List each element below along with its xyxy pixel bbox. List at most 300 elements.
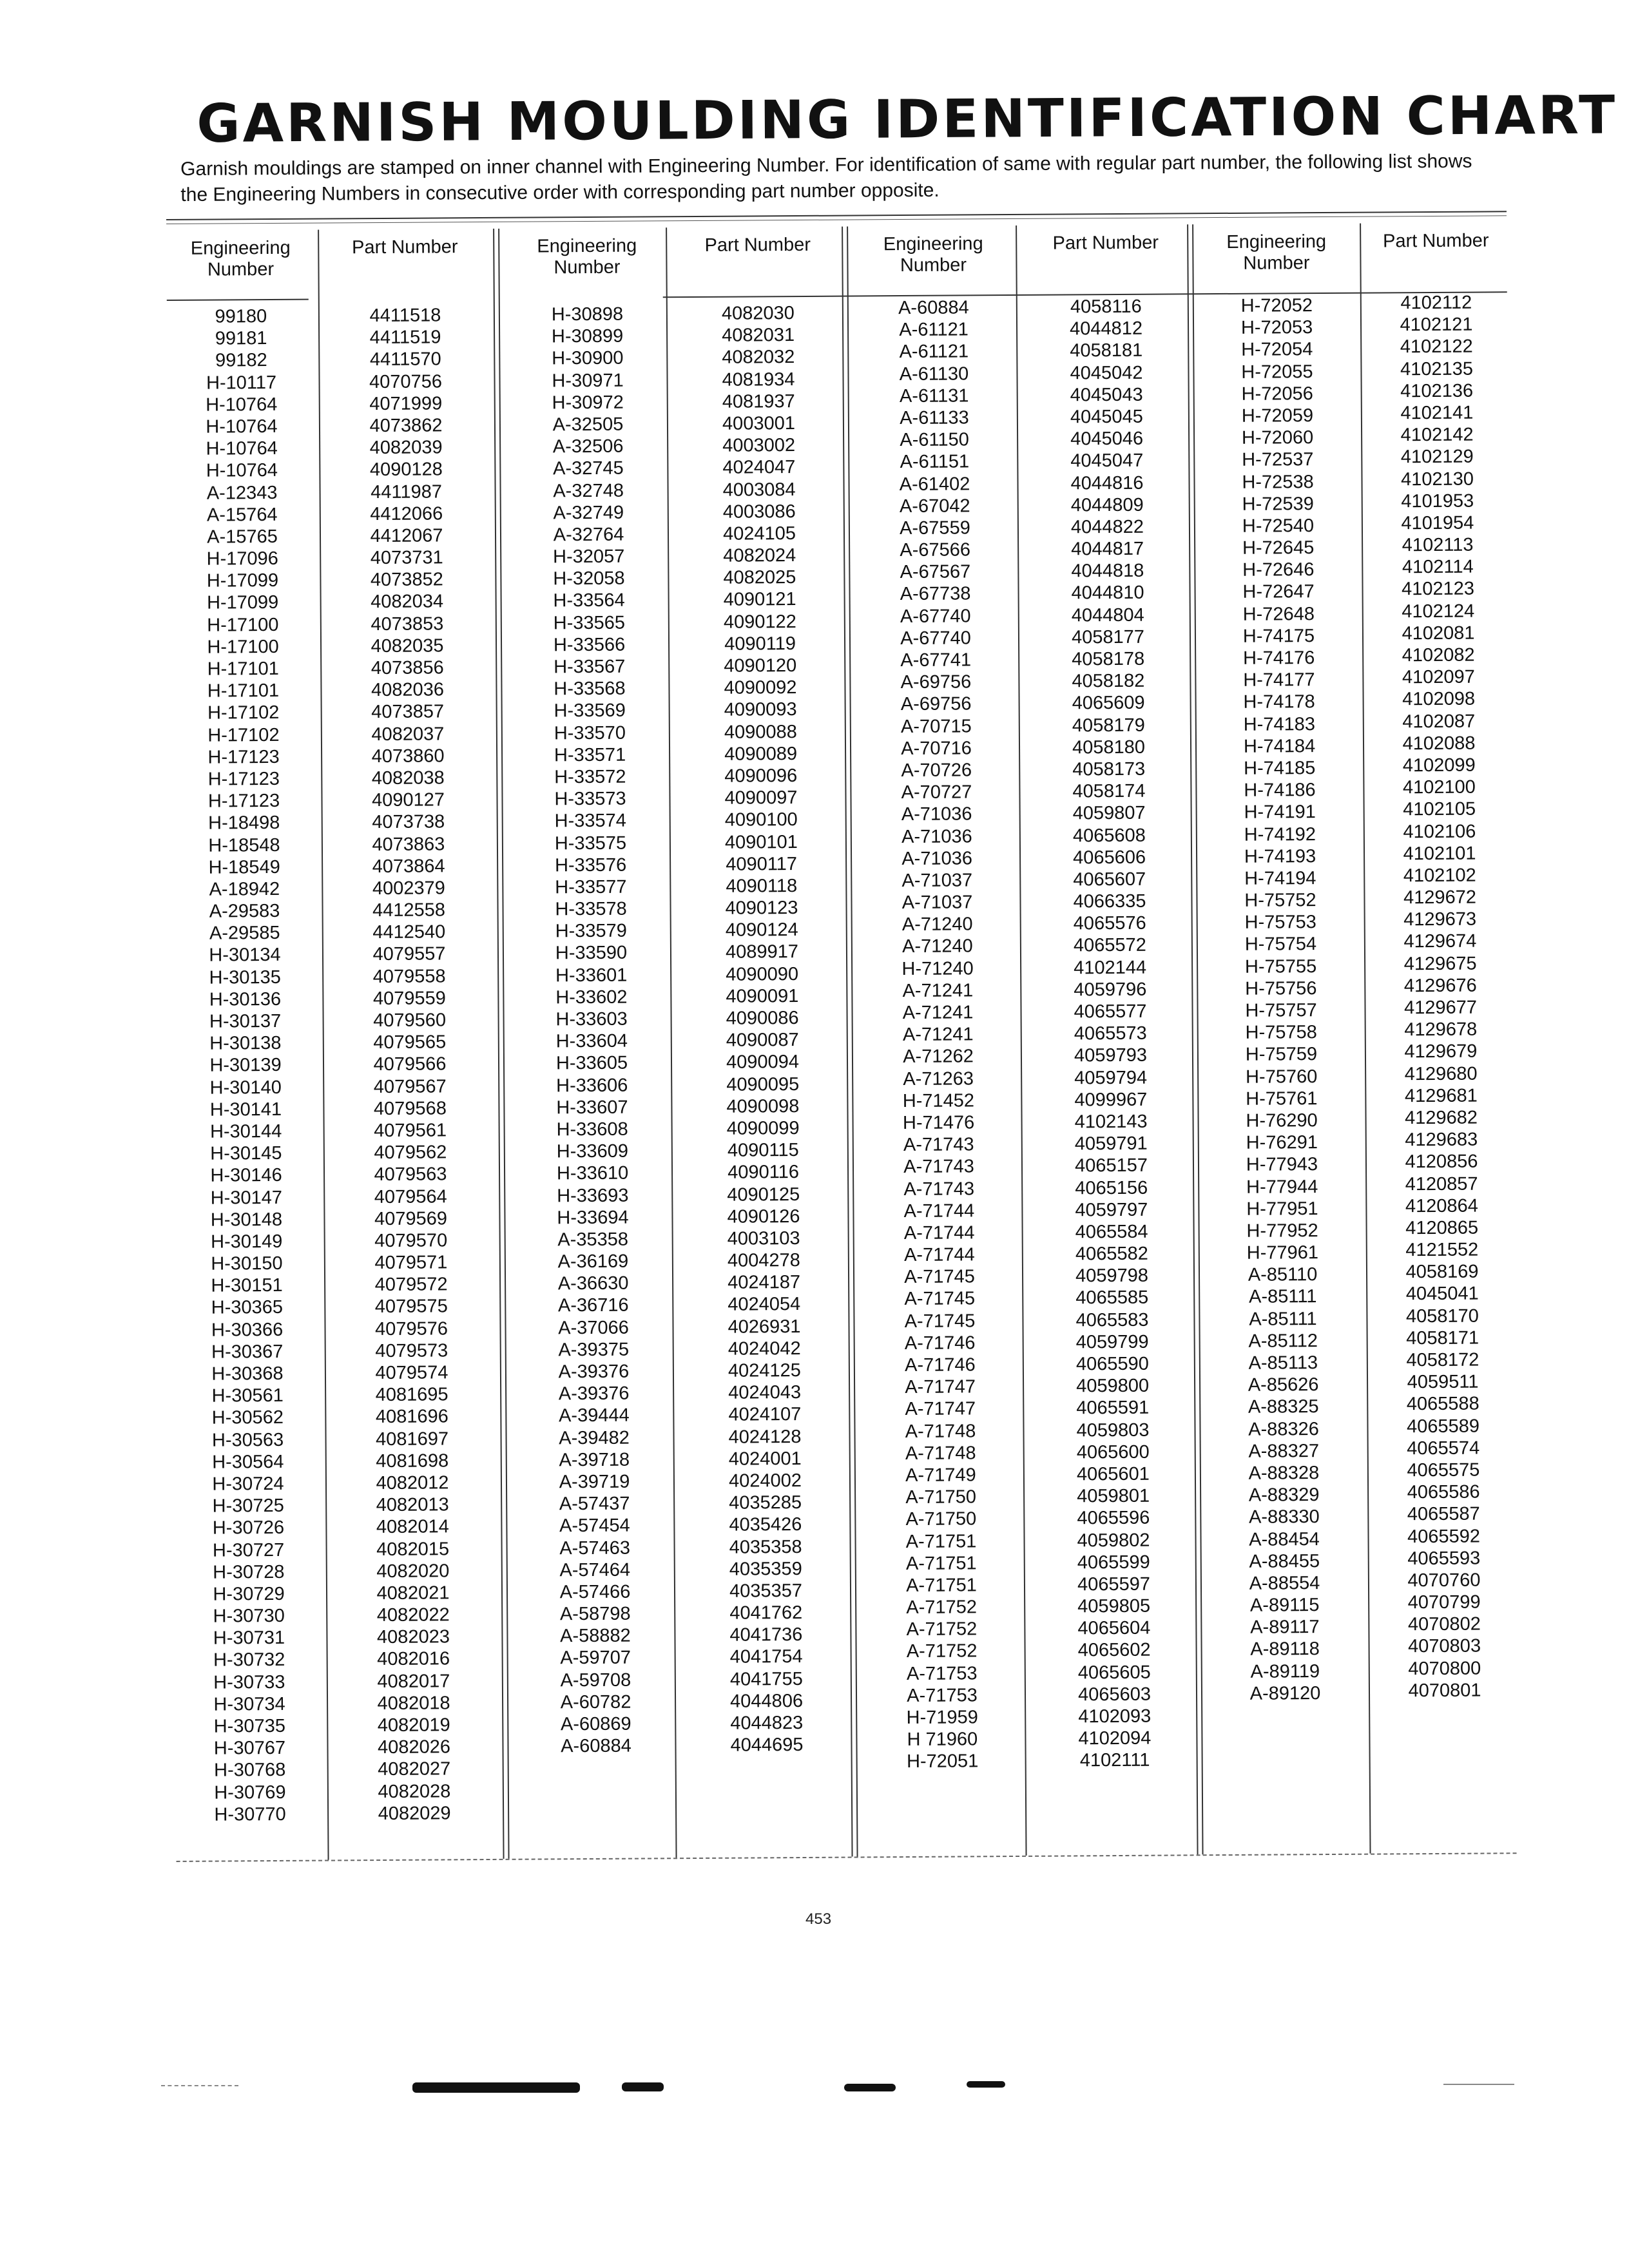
engineering-number-cell: A-88454 — [1249, 1528, 1320, 1550]
part-number-cell: 4102082 — [1402, 644, 1475, 666]
part-number-cell: 4079576 — [374, 1318, 448, 1340]
part-number-cell: 4073862 — [369, 415, 443, 437]
engineering-number-cell: H-30732 — [213, 1649, 285, 1671]
part-number-cell: 4024047 — [722, 457, 796, 479]
engineering-number-cell: H-30148 — [210, 1209, 283, 1231]
part-number-cell: 4065597 — [1077, 1573, 1151, 1595]
part-number-cell: 4059794 — [1074, 1067, 1148, 1088]
part-number-cell: 4073857 — [371, 701, 445, 723]
part-number-cell: 4081697 — [376, 1428, 449, 1450]
part-number-cell: 4129678 — [1404, 1019, 1478, 1041]
engineering-number-cell: A-36716 — [557, 1295, 629, 1316]
part-number-cell: 4065156 — [1075, 1177, 1148, 1198]
part-number-cell: 4058174 — [1072, 780, 1146, 802]
engineering-number-cell: H-30147 — [210, 1187, 283, 1209]
part-number-cell: 4082017 — [377, 1670, 450, 1692]
engineering-number-cell: H-72059 — [1241, 405, 1314, 427]
part-number-cell: 4412066 — [370, 503, 443, 524]
part-number-cell: 4079569 — [374, 1208, 448, 1229]
part-number-cell: 4101953 — [1401, 490, 1474, 512]
engineering-number-cell: A-32764 — [553, 524, 624, 546]
scan-smudge — [844, 2084, 896, 2091]
engineering-number-cell: A-15765 — [207, 526, 278, 548]
part-number-cell: 4024042 — [728, 1338, 801, 1360]
engineering-number-cell: H-10764 — [206, 438, 278, 459]
engineering-number-cell: A-36630 — [557, 1273, 629, 1294]
part-number-cell: 4082028 — [378, 1780, 451, 1802]
part-number-cell: 4102087 — [1402, 711, 1476, 732]
engineering-number-cell: H-30898 — [551, 303, 624, 325]
engineering-number-cell: A-71262 — [903, 1046, 974, 1068]
intro-text: Garnish mouldings are stamped on inner channel with Engineering Number. For identification of same with regular part number, the following list shows the Engineering Numbers in consecutive order with corresponding part number opposite. — [180, 150, 1472, 206]
engineering-number-cell: A-39376 — [558, 1361, 630, 1383]
part-number-cell: 4090092 — [724, 677, 797, 698]
engineering-number-cell: A-85626 — [1248, 1374, 1319, 1396]
part-number-cell: 4059801 — [1077, 1485, 1150, 1507]
part-number-cell: 4059807 — [1072, 803, 1146, 824]
part-number-cell: 4120856 — [1405, 1151, 1478, 1173]
engineering-number-cell: H-75758 — [1245, 1022, 1317, 1043]
part-number-cell: 4102136 — [1400, 380, 1474, 402]
part-number-cell: 4102099 — [1402, 754, 1476, 776]
engineering-number-cell: 99182 — [215, 350, 267, 371]
engineering-number-cell: A-71744 — [903, 1244, 975, 1266]
engineering-number-cell: H-17101 — [207, 680, 280, 702]
engineering-number-cell: A-60782 — [560, 1691, 631, 1713]
engineering-number-cell: A-71744 — [903, 1222, 975, 1244]
part-number-cell: 4065574 — [1407, 1437, 1480, 1459]
engineering-number-cell: A-88328 — [1248, 1463, 1320, 1484]
engineering-number-cell: H-33567 — [554, 656, 626, 678]
part-number-cell: 4035359 — [729, 1558, 802, 1580]
part-number-cell: 4082031 — [722, 325, 795, 346]
engineering-number-cell: A-32748 — [553, 480, 624, 501]
engineering-number-cell: H-17100 — [207, 614, 279, 636]
part-number-cell: 4058170 — [1405, 1305, 1479, 1327]
engineering-number-cell: H-33694 — [557, 1207, 629, 1229]
engineering-number-cell: H-75755 — [1244, 956, 1317, 977]
engineering-number-cell: A-71750 — [905, 1508, 977, 1530]
part-number-cell: 4044817 — [1071, 538, 1144, 560]
engineering-number-cell: A-88327 — [1248, 1440, 1320, 1462]
part-number-cell: 4079567 — [373, 1075, 447, 1097]
part-number-cell: 4102135 — [1400, 358, 1474, 380]
engineering-number-cell: H-18548 — [208, 834, 280, 856]
engineering-number-cell: A-71241 — [902, 1002, 974, 1024]
part-number-cell: 4045042 — [1070, 362, 1143, 383]
part-number-cell: 4065582 — [1075, 1243, 1148, 1265]
part-number-cell: 4058172 — [1406, 1349, 1480, 1371]
engineering-number-cell: H-30135 — [209, 966, 281, 988]
engineering-number-cell: H-72055 — [1241, 361, 1313, 383]
part-number-cell: 4045046 — [1070, 428, 1144, 450]
part-number-cell: 4090100 — [724, 809, 798, 831]
part-number-cell: 4065609 — [1072, 693, 1145, 714]
engineering-number-cell: H-30726 — [212, 1517, 285, 1539]
engineering-number-cell: A-67042 — [899, 495, 970, 517]
engineering-number-cell: H-72540 — [1242, 515, 1315, 537]
identification-table — [166, 211, 1517, 1869]
engineering-number-cell: A-71037 — [901, 870, 973, 891]
part-number-cell: 4058177 — [1071, 626, 1145, 648]
scan-smudge — [622, 2082, 664, 2091]
part-number-cell: 4082013 — [376, 1494, 449, 1516]
engineering-number-cell: H-71476 — [902, 1112, 975, 1133]
engineering-number-cell: H-10764 — [206, 460, 278, 481]
engineering-number-cell: A-58882 — [560, 1625, 631, 1647]
part-number-cell: 4099967 — [1074, 1089, 1148, 1111]
part-number-cell: 4065599 — [1077, 1552, 1150, 1573]
engineering-number-cell: A-39718 — [559, 1449, 630, 1471]
engineering-number-cell: A-88325 — [1248, 1396, 1319, 1418]
engineering-number-cell: H-75753 — [1244, 912, 1316, 934]
engineering-number-cell: H-17102 — [207, 702, 280, 724]
engineering-number-cell: A-67740 — [900, 606, 971, 627]
engineering-number-cell: A-32505 — [552, 414, 624, 436]
part-number-cell: 4035285 — [729, 1492, 802, 1514]
part-number-cell: 4044810 — [1071, 582, 1144, 604]
engineering-number-cell: H-72054 — [1241, 339, 1313, 361]
engineering-number-cell: A-32745 — [552, 457, 624, 479]
engineering-number-cell: H-17123 — [207, 746, 280, 768]
engineering-number-cell: H-74175 — [1242, 625, 1315, 647]
part-number-cell: 4120864 — [1405, 1195, 1478, 1216]
engineering-number-cell: H-33604 — [555, 1030, 628, 1052]
engineering-number-cell: H-74193 — [1244, 845, 1316, 867]
part-number-cell: 4079559 — [372, 988, 446, 1009]
engineering-number-cell: H-17123 — [207, 768, 280, 790]
engineering-number-cell: A-71036 — [901, 803, 972, 825]
part-number-cell: 4090128 — [369, 459, 443, 481]
part-number-cell: 4102081 — [1402, 622, 1475, 644]
part-number-cell: 4058180 — [1072, 736, 1146, 758]
engineering-number-cell: A-89118 — [1250, 1639, 1320, 1660]
part-number-cell: 4090093 — [724, 699, 797, 721]
engineering-number-cell: A-57466 — [559, 1581, 631, 1603]
part-number-cell: 4070803 — [1408, 1636, 1481, 1657]
engineering-number-cell: A-71743 — [903, 1134, 974, 1156]
engineering-number-cell: H-74186 — [1244, 780, 1316, 801]
engineering-number-cell: A-39376 — [558, 1383, 630, 1405]
part-number-cell: 4045045 — [1070, 406, 1143, 428]
part-number-cell: 4102111 — [1079, 1750, 1150, 1771]
engineering-number-cell: H-77952 — [1246, 1220, 1318, 1242]
engineering-number-cell: H-30134 — [209, 945, 281, 966]
engineering-number-cell: A-59708 — [560, 1669, 631, 1691]
engineering-number-cell: A-37066 — [558, 1317, 629, 1338]
part-number-cell: 4059791 — [1074, 1133, 1148, 1155]
engineering-number-cell: H-33603 — [555, 1008, 628, 1030]
part-number-cell: 4003002 — [722, 435, 796, 456]
engineering-number-cell: H-75761 — [1246, 1088, 1318, 1110]
part-number-cell: 4102113 — [1402, 534, 1474, 556]
part-number-cell: 4082032 — [722, 347, 795, 369]
part-number-cell: 4129682 — [1405, 1107, 1478, 1129]
engineering-number-cell: H-30561 — [211, 1385, 284, 1407]
part-number-cell: 4102112 — [1400, 292, 1472, 314]
engineering-number-cell: H-33601 — [555, 965, 628, 986]
part-number-cell: 4120857 — [1405, 1173, 1478, 1195]
engineering-number-cell: A-67566 — [900, 539, 971, 561]
engineering-number-cell: A-61402 — [899, 473, 970, 495]
part-number-cell: 4065577 — [1074, 1001, 1147, 1023]
engineering-number-cell: H-32058 — [553, 568, 625, 590]
engineering-number-cell: H-33568 — [554, 678, 626, 700]
engineering-number-cell: A-69756 — [900, 693, 972, 715]
part-number-cell: 4073864 — [372, 856, 445, 877]
part-number-cell: 4065575 — [1407, 1459, 1480, 1481]
part-number-cell: 4102102 — [1403, 865, 1476, 887]
engineering-number-cell: A-32506 — [552, 436, 624, 457]
part-number-cell: 4082019 — [377, 1715, 450, 1736]
part-number-cell: 4065586 — [1407, 1481, 1480, 1503]
part-number-cell: 4041762 — [729, 1602, 803, 1624]
part-number-cell: 4073852 — [370, 569, 443, 591]
engineering-number-cell: A-71747 — [905, 1376, 976, 1398]
engineering-number-cell: H-33609 — [556, 1140, 629, 1162]
part-number-cell: 4059800 — [1076, 1375, 1150, 1397]
header-part-4: Part Number — [1382, 230, 1489, 252]
part-number-cell: 4024001 — [728, 1448, 802, 1470]
part-number-cell: 4082039 — [369, 437, 443, 459]
engineering-number-cell: A-71037 — [901, 892, 973, 914]
part-number-cell: 4082012 — [376, 1472, 449, 1494]
engineering-number-cell: A-67741 — [900, 649, 972, 671]
engineering-number-cell: A-67567 — [900, 561, 971, 583]
engineering-number-cell: H-76291 — [1246, 1132, 1318, 1153]
engineering-number-cell: H-75760 — [1245, 1066, 1318, 1088]
part-number-cell: 4129672 — [1403, 887, 1477, 908]
engineering-number-cell: A-69756 — [900, 671, 972, 693]
part-number-cell: 4079573 — [375, 1340, 448, 1361]
header-rule — [167, 299, 309, 301]
part-number-cell: 4058116 — [1070, 296, 1142, 318]
part-number-cell: 4065583 — [1075, 1309, 1149, 1331]
engineering-number-cell: H-33607 — [556, 1097, 628, 1119]
part-number-cell: 4044816 — [1070, 472, 1144, 494]
part-number-cell: 4129683 — [1405, 1129, 1478, 1151]
part-number-cell: 4102141 — [1400, 402, 1474, 424]
engineering-number-cell: A-71745 — [904, 1310, 976, 1332]
engineering-number-cell: H-30366 — [211, 1319, 284, 1341]
part-number-cell: 4065587 — [1407, 1503, 1480, 1525]
engineering-number-cell: H-74184 — [1243, 735, 1316, 757]
engineering-number-cell: A-85113 — [1248, 1352, 1318, 1374]
engineering-number-cell: H-30150 — [211, 1253, 283, 1274]
part-number-cell: 4044809 — [1070, 494, 1144, 516]
engineering-number-cell: H-17099 — [206, 570, 279, 591]
header-part-3: Part Number — [1052, 232, 1159, 254]
engineering-number-cell: H-17123 — [207, 791, 280, 812]
part-number-cell: 4082021 — [376, 1582, 450, 1604]
part-number-cell: 4082026 — [377, 1736, 451, 1758]
part-number-cell: 4065592 — [1407, 1526, 1481, 1547]
engineering-number-cell: H-30138 — [209, 1033, 282, 1054]
part-number-cell: 4081698 — [376, 1450, 449, 1472]
engineering-number-cell: H-30140 — [209, 1077, 282, 1099]
engineering-number-cell: A-61133 — [900, 407, 969, 428]
engineering-number-cell: H-72645 — [1242, 537, 1315, 559]
engineering-number-cell: H-30144 — [209, 1120, 282, 1142]
part-number-cell: 4059511 — [1407, 1371, 1479, 1393]
engineering-number-cell: H-72052 — [1240, 295, 1313, 316]
engineering-number-cell: H-72051 — [906, 1751, 979, 1773]
part-number-cell: 4411519 — [369, 327, 441, 349]
engineering-number-cell: H-30149 — [210, 1231, 283, 1253]
part-number-cell: 4065585 — [1075, 1287, 1149, 1309]
part-number-cell: 4102093 — [1078, 1706, 1152, 1727]
part-number-cell: 4411987 — [371, 481, 443, 503]
engineering-number-cell: H-30731 — [213, 1628, 285, 1649]
engineering-number-cell: A-67740 — [900, 628, 971, 649]
engineering-number-cell: A-71036 — [901, 848, 973, 869]
engineering-number-cell: H-75757 — [1245, 1000, 1317, 1021]
part-number-cell: 4079566 — [373, 1053, 447, 1075]
engineering-number-cell: H-77961 — [1246, 1242, 1319, 1264]
engineering-number-cell: H-18498 — [208, 812, 280, 834]
engineering-number-cell: A-70727 — [901, 782, 972, 803]
engineering-number-cell: A-71241 — [902, 1024, 974, 1046]
part-number-cell: 4003001 — [722, 412, 796, 434]
engineering-number-cell: H-33573 — [554, 788, 626, 810]
engineering-number-cell: H-30733 — [213, 1671, 285, 1693]
engineering-number-cell: H-71240 — [901, 957, 974, 979]
engineering-number-cell: H-30146 — [210, 1165, 282, 1186]
part-number-cell: 4090119 — [724, 633, 796, 655]
part-number-cell: 4065590 — [1075, 1353, 1149, 1375]
part-number-cell: 4082034 — [371, 591, 444, 613]
engineering-number-cell: H-30562 — [211, 1407, 284, 1428]
part-number-cell: 4079557 — [372, 943, 446, 965]
engineering-number-cell: A-67738 — [900, 583, 971, 605]
engineering-number-cell: H-33579 — [555, 920, 627, 942]
engineering-number-cell: A-71752 — [906, 1597, 978, 1619]
engineering-number-cell: A-29583 — [209, 901, 280, 922]
part-number-cell: 4090117 — [726, 853, 798, 875]
engineering-number-cell: A-61121 — [899, 319, 969, 341]
part-number-cell: 4090091 — [726, 985, 799, 1007]
engineering-number-cell: A-71751 — [906, 1575, 977, 1596]
engineering-column-3 — [850, 296, 1027, 1850]
engineering-number-cell: A-71743 — [903, 1178, 975, 1200]
part-number-cell: 4102101 — [1403, 843, 1476, 864]
part-number-cell: 4044812 — [1070, 318, 1143, 340]
part-number-cell: 4058169 — [1405, 1261, 1479, 1283]
part-number-cell: 4129680 — [1404, 1063, 1478, 1084]
part-number-cell: 4090123 — [725, 898, 798, 919]
engineering-number-cell: A-71746 — [904, 1332, 976, 1354]
page-number: 453 — [805, 1910, 832, 1928]
engineering-number-cell: H-30767 — [213, 1738, 286, 1759]
part-number-cell: 4079562 — [374, 1142, 447, 1164]
part-number-cell: 4035358 — [729, 1536, 802, 1558]
part-number-cell: 4065576 — [1073, 912, 1146, 934]
engineering-number-cell: H-30136 — [209, 988, 282, 1010]
part-number-cell: 4082036 — [371, 679, 445, 701]
engineering-number-cell: A-67559 — [900, 517, 970, 539]
part-number-cell: 4120865 — [1405, 1217, 1479, 1239]
part-number-cell: 4044806 — [730, 1690, 804, 1712]
part-number-cell: 4102144 — [1074, 957, 1147, 979]
part-number-cell: 4129679 — [1404, 1041, 1478, 1062]
engineering-number-cell: H-30367 — [211, 1341, 284, 1363]
engineering-number-cell: H-33590 — [555, 943, 628, 964]
engineering-number-cell: H-33693 — [557, 1185, 629, 1206]
part-number-cell: 4065601 — [1076, 1463, 1150, 1485]
part-number-cell: 4079571 — [374, 1252, 448, 1274]
engineering-number-cell: A-71752 — [906, 1619, 978, 1640]
engineering-number-cell: A-71751 — [905, 1530, 977, 1552]
engineering-number-cell: H-30770 — [214, 1803, 286, 1825]
engineering-number-cell: A-71753 — [906, 1662, 978, 1684]
engineering-number-cell: A-85112 — [1248, 1330, 1318, 1352]
part-number-cell: 4059802 — [1077, 1530, 1150, 1551]
engineering-number-cell: H-30728 — [213, 1561, 285, 1583]
engineering-number-cell: H-30899 — [551, 325, 624, 347]
part-column-1 — [322, 304, 499, 1858]
part-number-cell: 4102097 — [1402, 666, 1475, 688]
engineering-number-cell: H-30727 — [212, 1539, 285, 1561]
part-number-cell: 4065593 — [1407, 1548, 1481, 1569]
engineering-number-cell: H-17101 — [207, 658, 279, 680]
part-number-cell: 4102100 — [1402, 776, 1476, 798]
engineering-number-cell: H-74194 — [1244, 867, 1316, 889]
part-number-cell: 4073731 — [370, 547, 443, 569]
engineering-number-cell: H-30769 — [214, 1782, 286, 1803]
part-number-cell: 4070760 — [1407, 1570, 1481, 1591]
part-number-cell: 4024002 — [728, 1470, 802, 1492]
engineering-number-cell: A-88326 — [1248, 1418, 1319, 1440]
part-number-cell: 4090088 — [724, 721, 797, 743]
engineering-number-cell: A-39444 — [558, 1405, 630, 1427]
part-number-cell: 4058173 — [1072, 758, 1146, 780]
part-number-cell: 4079563 — [374, 1164, 447, 1186]
engineering-number-cell: A-71241 — [902, 980, 974, 1001]
part-number-cell: 4090099 — [726, 1117, 800, 1139]
engineering-number-cell: H-18549 — [208, 856, 280, 878]
engineering-number-cell: A-71751 — [905, 1553, 977, 1574]
engineering-number-cell: H-71452 — [902, 1090, 975, 1111]
engineering-number-cell: H-74177 — [1243, 669, 1315, 691]
engineering-number-cell: A-71744 — [903, 1200, 975, 1222]
part-number-cell: 4024043 — [728, 1382, 802, 1403]
engineering-number-cell: H-72538 — [1242, 471, 1314, 493]
engineering-column-4 — [1195, 294, 1369, 1849]
engineering-number-cell: H-30725 — [212, 1495, 284, 1517]
part-number-cell: 4058182 — [1072, 670, 1145, 692]
part-number-cell: 4035357 — [729, 1580, 803, 1602]
part-number-cell: 4026931 — [728, 1316, 801, 1338]
part-number-cell: 4041736 — [729, 1624, 803, 1646]
part-number-cell: 4024105 — [722, 523, 796, 544]
part-number-cell: 4024128 — [728, 1426, 802, 1448]
engineering-number-cell: A-57464 — [559, 1559, 631, 1581]
part-number-cell: 4082024 — [723, 545, 796, 566]
part-number-cell: 4082037 — [371, 723, 445, 745]
engineering-number-cell: A-71748 — [905, 1420, 976, 1442]
engineering-number-cell: H-77944 — [1246, 1176, 1318, 1198]
engineering-number-cell: A-70715 — [900, 715, 972, 737]
engineering-number-cell: H-33602 — [555, 986, 628, 1008]
part-number-cell: 4102121 — [1400, 314, 1473, 336]
engineering-number-cell: A-18942 — [209, 878, 280, 900]
part-number-cell: 4090116 — [728, 1162, 800, 1184]
part-number-cell: 4065605 — [1077, 1662, 1151, 1684]
engineering-number-cell: A-71753 — [907, 1685, 978, 1706]
part-number-cell: 4090086 — [726, 1008, 799, 1029]
scan-smudge — [412, 2082, 580, 2093]
engineering-number-cell: A-60884 — [898, 297, 969, 319]
